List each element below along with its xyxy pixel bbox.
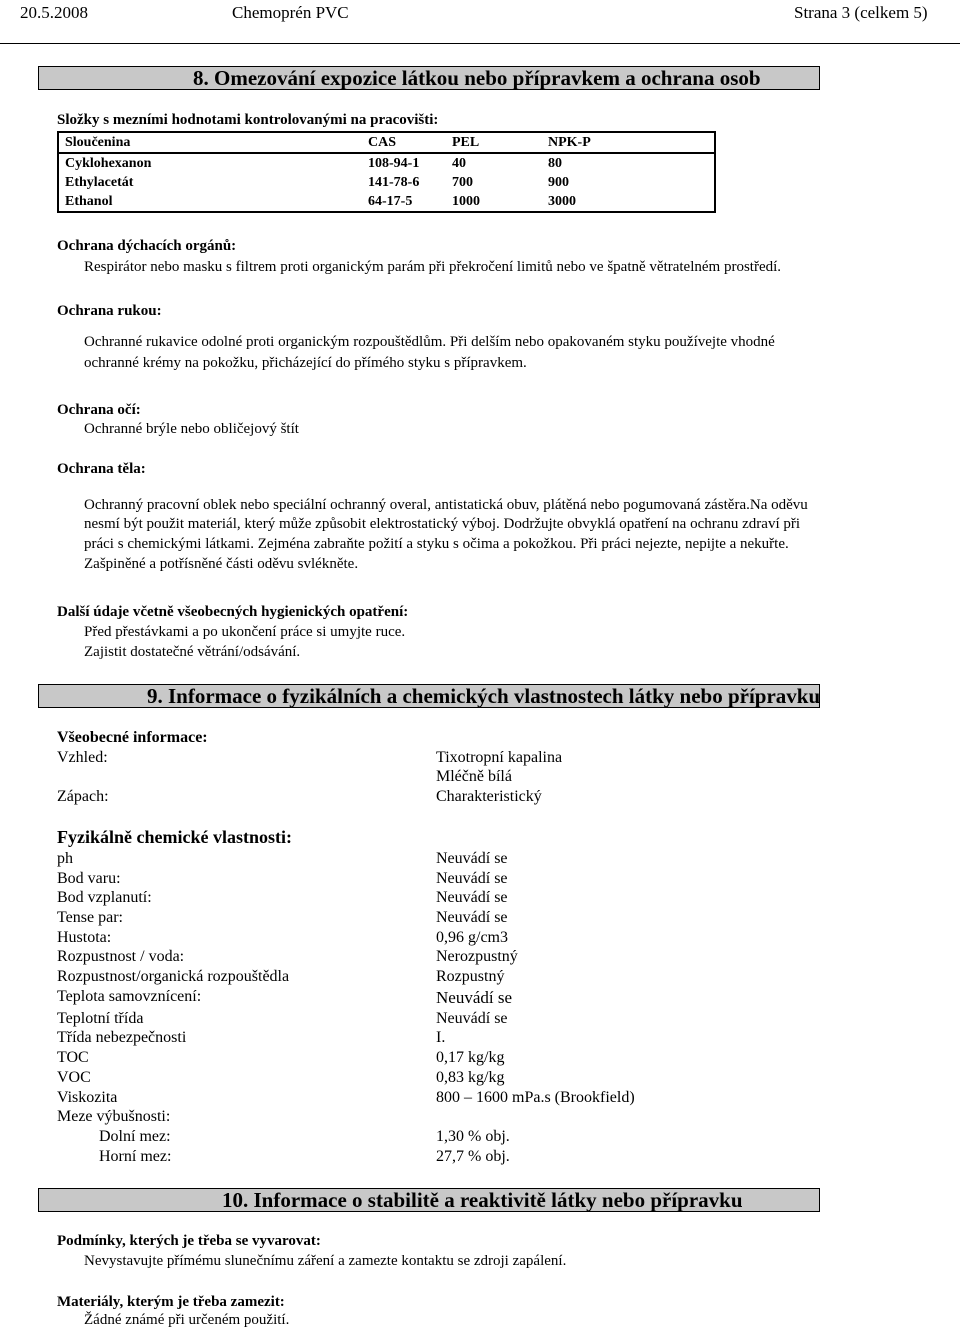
prop-label: Teplotní třída [57,1010,144,1027]
avoid-materials-label: Materiály, kterým je třeba zamezit: [57,1294,285,1310]
general-info-label: Všeobecné informace: [57,729,208,746]
prop-value: Rozpustný [436,968,505,985]
section8-title: 8. Omezování expozice látkou nebo přípravkem a ochrana osob [193,66,761,90]
prop-label: Rozpustnost/organická rozpouštědla [57,968,290,985]
table-cell: Ethylacetát [65,175,134,190]
hygiene-text-line: Zajistit dostatečné větrání/odsávání. [84,644,301,660]
section9-title: 9. Informace o fyzikálních a chemických vlastnostech látky nebo přípravku [147,684,821,708]
table-header-cell: PEL [446,132,542,153]
table-cell: 141-78-6 [368,175,420,190]
appearance-label: Vzhled: [57,749,108,766]
eyes-text: Ochranné brýle nebo obličejový štít [84,421,299,437]
prop-value: Neuvádí se [436,988,513,1007]
odor-value: Charakteristický [436,788,542,805]
hands-text-line: Ochranné rukavice odolné proti organickým rozpouštědlům. Při delším nebo opakovaném styku používejte vhodné [84,334,775,350]
table-cell: 40 [452,156,466,171]
prop-label: Bod vzplanutí: [57,889,152,906]
limits-table [57,131,716,213]
prop-label: Třída nebezpečnosti [57,1029,187,1046]
avoid-materials-text: Žádné známé při určeném použití. [84,1312,290,1328]
limits-label: Složky s mezními hodnotami kontrolovanými na pracovišti: [57,112,439,128]
odor-label: Zápach: [57,788,109,805]
body-text-line: Zašpiněné a potřísněné části oděvu svlékněte. [84,556,359,572]
prop-value: Neuvádí se [436,850,508,867]
prop-value: 0,96 g/cm3 [436,929,508,946]
explosion-label: Meze výbušnosti: [57,1108,171,1125]
prop-label: Rozpustnost / voda: [57,948,185,965]
body-text-line: práci s chemickými látkami. Zejména zabraňte požití a styku s očima a pokožkou. Při práci nejezte, nepijte a nekuřte. [84,536,789,552]
upper-limit-label: Horní mez: [99,1148,172,1165]
table-header-cell: NPK-P [542,132,715,153]
body-text-line: nesmí být použit materiál, který může způsobit elektrostatický výboj. Dodržujte obvyklá opatření na ochranu zdraví při [84,516,801,532]
prop-label: Tense par: [57,909,123,926]
table-header-cell: Sloučenina [58,132,362,153]
prop-value: Nerozpustný [436,948,518,965]
prop-label: VOC [57,1069,91,1086]
appearance-color-value: Mléčně bílá [436,768,512,785]
hygiene-text-line: Před přestávkami a po ukončení práce si umyjte ruce. [84,624,406,640]
table-cell: 900 [548,175,569,190]
prop-label: Viskozita [57,1089,118,1106]
prop-value: Neuvádí se [436,909,508,926]
prop-value: Neuvádí se [436,889,508,906]
prop-value: 0,83 kg/kg [436,1069,505,1086]
prop-value: I. [436,1029,446,1046]
prop-label: Hustota: [57,929,112,946]
prop-value: 800 – 1600 mPa.s (Brookfield) [436,1089,635,1106]
body-label: Ochrana těla: [57,461,146,477]
table-cell: 3000 [548,194,576,209]
hands-label: Ochrana rukou: [57,303,162,319]
prop-label: Teplota samovznícení: [57,988,202,1005]
table-row [58,173,715,192]
header-product: Chemoprén PVC [232,3,349,22]
avoid-conditions-text: Nevystavujte přímému slunečnímu záření a zamezte kontaktu se zdroji zapálení. [84,1253,567,1269]
hygiene-label: Další údaje včetně všeobecných hygienických opatření: [57,604,409,620]
avoid-conditions-label: Podmínky, kterých je třeba se vyvarovat: [57,1233,321,1249]
section10-title: 10. Informace o stabilitě a reaktivitě látky nebo přípravku [222,1188,743,1212]
table-cell: 700 [452,175,473,190]
physchem-label: Fyzikálně chemické vlastnosti: [57,827,292,847]
table-header-cell: CAS [362,132,446,153]
hands-text-line: ochranné krémy na pokožku, přicházející do přímého styku s přípravkem. [84,355,527,371]
header-divider [0,43,960,44]
prop-value: Neuvádí se [436,870,508,887]
eyes-label: Ochrana očí: [57,402,141,418]
lower-limit-value: 1,30 % obj. [436,1128,510,1145]
header-date: 20.5.2008 [20,3,88,22]
prop-label: Bod varu: [57,870,121,887]
appearance-value: Tixotropní kapalina [436,749,563,766]
respiratory-text: Respirátor nebo masku s filtrem proti organickým parám při překročení limitů nebo ve špatně větratelném prostředí. [84,259,782,275]
table-cell: 1000 [452,194,480,209]
prop-label: TOC [57,1049,89,1066]
body-text-line: Ochranný pracovní oblek nebo speciální ochranný overal, antistatická obuv, plátěná nebo pogumovaná zástěra.Na oděvu [84,497,808,513]
lower-limit-label: Dolní mez: [99,1128,171,1145]
table-row [58,192,715,212]
table-row [58,153,715,173]
table-cell: Ethanol [65,194,113,209]
table-cell: 64-17-5 [368,194,413,209]
prop-value: 0,17 kg/kg [436,1049,505,1066]
table-header-row [58,132,715,153]
respiratory-label: Ochrana dýchacích orgánů: [57,238,237,254]
header-page: Strana 3 (celkem 5) [794,3,928,22]
prop-label: ph [57,850,73,867]
table-cell: 108-94-1 [368,156,420,171]
table-cell: 80 [548,156,562,171]
table-cell: Cyklohexanon [65,156,152,171]
upper-limit-value: 27,7 % obj. [436,1148,510,1165]
prop-value: Neuvádí se [436,1010,508,1027]
